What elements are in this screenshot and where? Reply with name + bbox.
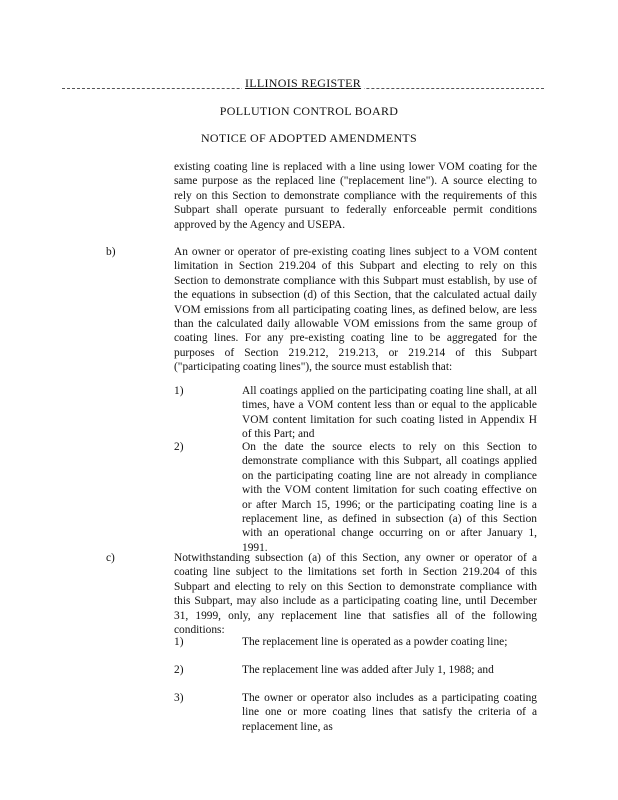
subsection-b-label: b)	[106, 246, 116, 258]
item-b1-label: 1)	[174, 385, 184, 397]
item-b2-text: On the date the source elects to rely on this Section to demonstrate compliance with this Subpart, all coatings applied on the participating coating line are not already in compliance with the VOM content limitation for such coating effective on or after March 15, 1996; or the participating coating line is a replacement line, as defined in subsection (a) of this Section with an operational change occurring on or after January 1, 1991.	[242, 441, 537, 554]
subsection-b-text: An owner or operator of pre-existing coating lines subject to a VOM content limitation in Section 219.204 of this Subpart and electing to rely on this Section to demonstrate compliance with this Subpart must establish, by use of the equations in subsection (d) of this Section, that the calculated actual daily VOM emissions from all participating coating lines, as defined below, are less than the calculated daily allowable VOM emissions from the same group of coating lines. For any pre-existing coating line to be aggregated for the purposes of Section 219.212, 219.213, or 219.214 of this Subpart ("participating coating lines"), the source must establish that:	[174, 246, 537, 374]
item-c3-text: The owner or operator also includes as a participating coating line one or more coating lines that satisfy the criteria of a replacement line, as	[242, 692, 537, 733]
item-c2-text: The replacement line was added after July 1, 1988; and	[242, 664, 494, 676]
register-header	[62, 76, 544, 92]
item-b1-text: All coatings applied on the participating coating line shall, at all times, have a VOM content less than or equal to the applicable VOM content limitation for such coating listed in Appendix H of this Part; and	[242, 385, 537, 441]
subsection-c-text: Notwithstanding subsection (a) of this Section, any owner or operator of a coating line subject to the limitations set forth in Section 219.204 of this Subpart and electing to rely on this Section to demonstrate compliance with this Subpart, may also include as a participating coating line, until December 31, 1999, only, any replacement line that satisfies all of the following conditions:	[174, 552, 537, 637]
continuation-paragraph: existing coating line is replaced with a line using lower VOM coating for the same purpose as the replaced line ("replacement line"). A source electing to rely on this Section to demonstrate compliance with the requirements of this Subpart shall operate pursuant to federally enforceable permit conditions approved by the Agency and USEPA.	[174, 161, 537, 231]
board-title: POLLUTION CONTROL BOARD	[219, 104, 399, 118]
subsection-c-label: c)	[106, 552, 115, 564]
register-title-text: ILLINOIS REGISTER	[242, 76, 364, 90]
item-c1-label: 1)	[174, 636, 184, 648]
register-title	[62, 76, 544, 90]
item-c3-label: 3)	[174, 692, 184, 704]
item-b2-label: 2)	[174, 441, 184, 453]
notice-title: NOTICE OF ADOPTED AMENDMENTS	[200, 131, 418, 145]
item-c2-label: 2)	[174, 664, 184, 676]
item-c1-text: The replacement line is operated as a powder coating line;	[242, 636, 508, 648]
